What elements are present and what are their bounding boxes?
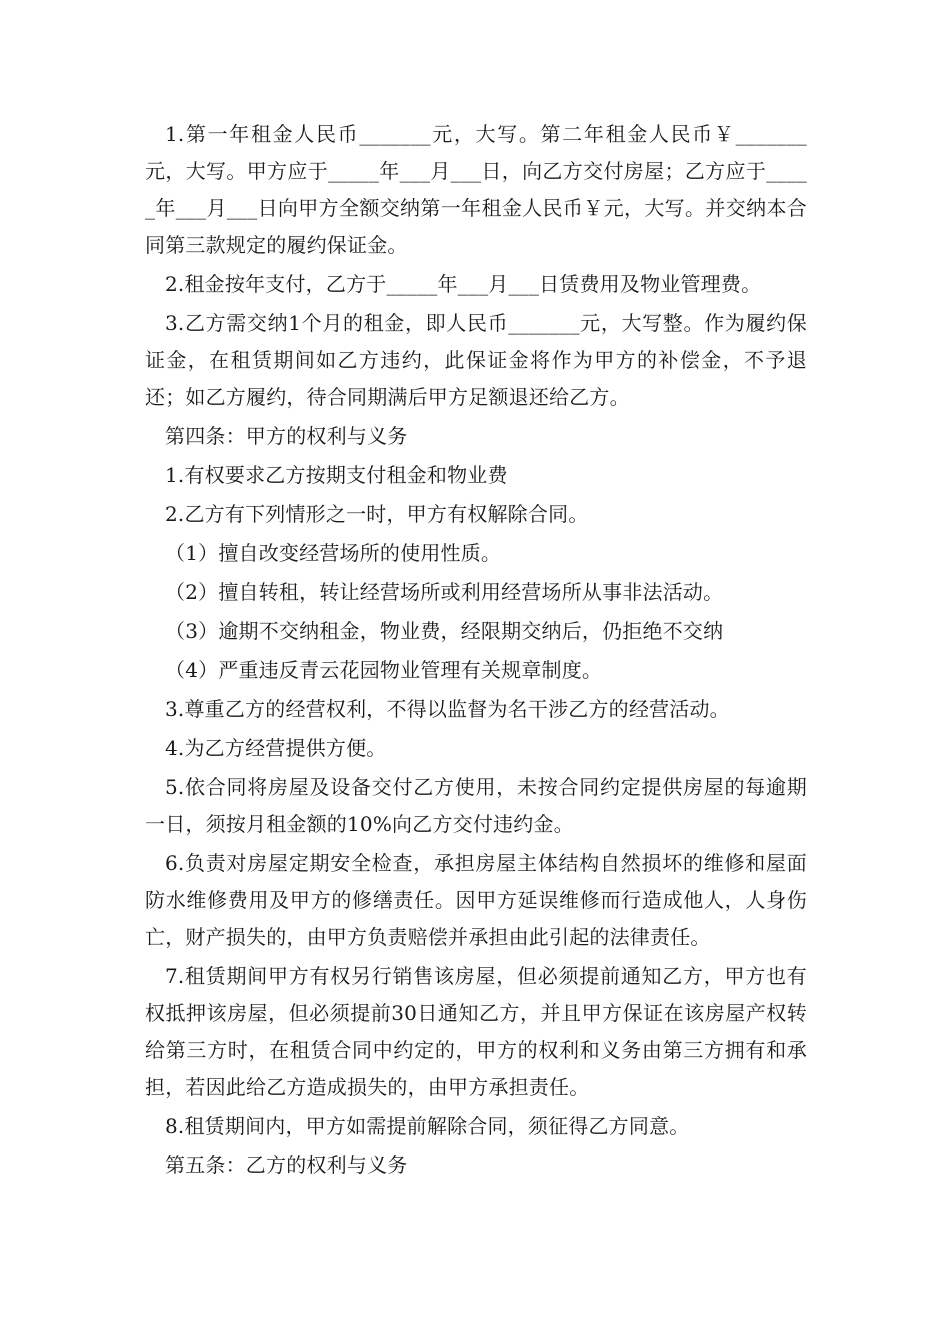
section-heading-article-4: 第四条：甲方的权利与义务 — [165, 424, 408, 448]
list-item: 5.依合同将房屋及设备交付乙方使用，未按合同约定提供房屋的每逾期一日，须按月租金额的10%向乙方交付违约金。 — [145, 775, 807, 836]
sub-list-item: （4）严重违反青云花园物业管理有关规章制度。 — [165, 658, 603, 682]
document-body — [145, 116, 807, 1186]
clause-rent-amount: 1.第一年租金人民币_______元，大写。第二年租金人民币￥_______元，大写。甲方应于_____年___月___日，向乙方交付房屋；乙方应于_____年___月___日向甲方全额交纳第一年租金人民币￥元，大写。并交纳本合同第三款规定的履约保证金。 — [145, 122, 807, 257]
list-item: 7.租赁期间甲方有权另行销售该房屋，但必须提前通知乙方，甲方也有权抵押该房屋，但必须提前30日通知乙方，并且甲方保证在该房屋产权转给第三方时，在租赁合同中约定的，甲方的权利和义务由第三方拥有和承担，若因此给乙方造成损失的，由甲方承担责任。 — [145, 964, 807, 1099]
sub-list-item: （2）擅自转租，转让经营场所或利用经营场所从事非法活动。 — [165, 580, 724, 604]
list-item: 8.租赁期间内，甲方如需提前解除合同，须征得乙方同意。 — [165, 1114, 690, 1138]
list-item: 6.负责对房屋定期安全检查，承担房屋主体结构自然损坏的维修和屋面防水维修费用及甲方的修缮责任。因甲方延误维修而行造成他人，人身伤亡，财产损失的，由甲方负责赔偿并承担由此引起的法律责任。 — [145, 851, 807, 949]
section-heading-article-5: 第五条：乙方的权利与义务 — [165, 1153, 408, 1177]
clause-rent-payment: 2.租金按年支付，乙方于_____年___月___日赁费用及物业管理费。 — [165, 272, 762, 296]
clause-deposit: 3.乙方需交纳1个月的租金，即人民币_______元，大写整。作为履约保证金，在租赁期间如乙方违约，此保证金将作为甲方的补偿金，不予退还；如乙方履约，待合同期满后甲方足额退还给乙方。 — [145, 311, 807, 409]
sub-list-item: （1）擅自改变经营场所的使用性质。 — [165, 541, 502, 565]
list-item: 4.为乙方经营提供方便。 — [165, 736, 387, 760]
list-item: 3.尊重乙方的经营权利，不得以监督为名干涉乙方的经营活动。 — [165, 697, 730, 721]
sub-list-item: （3）逾期不交纳租金，物业费，经限期交纳后，仍拒绝不交纳 — [165, 619, 724, 643]
list-item: 1.有权要求乙方按期支付租金和物业费 — [165, 463, 508, 487]
list-item: 2.乙方有下列情形之一时，甲方有权解除合同。 — [165, 502, 589, 526]
